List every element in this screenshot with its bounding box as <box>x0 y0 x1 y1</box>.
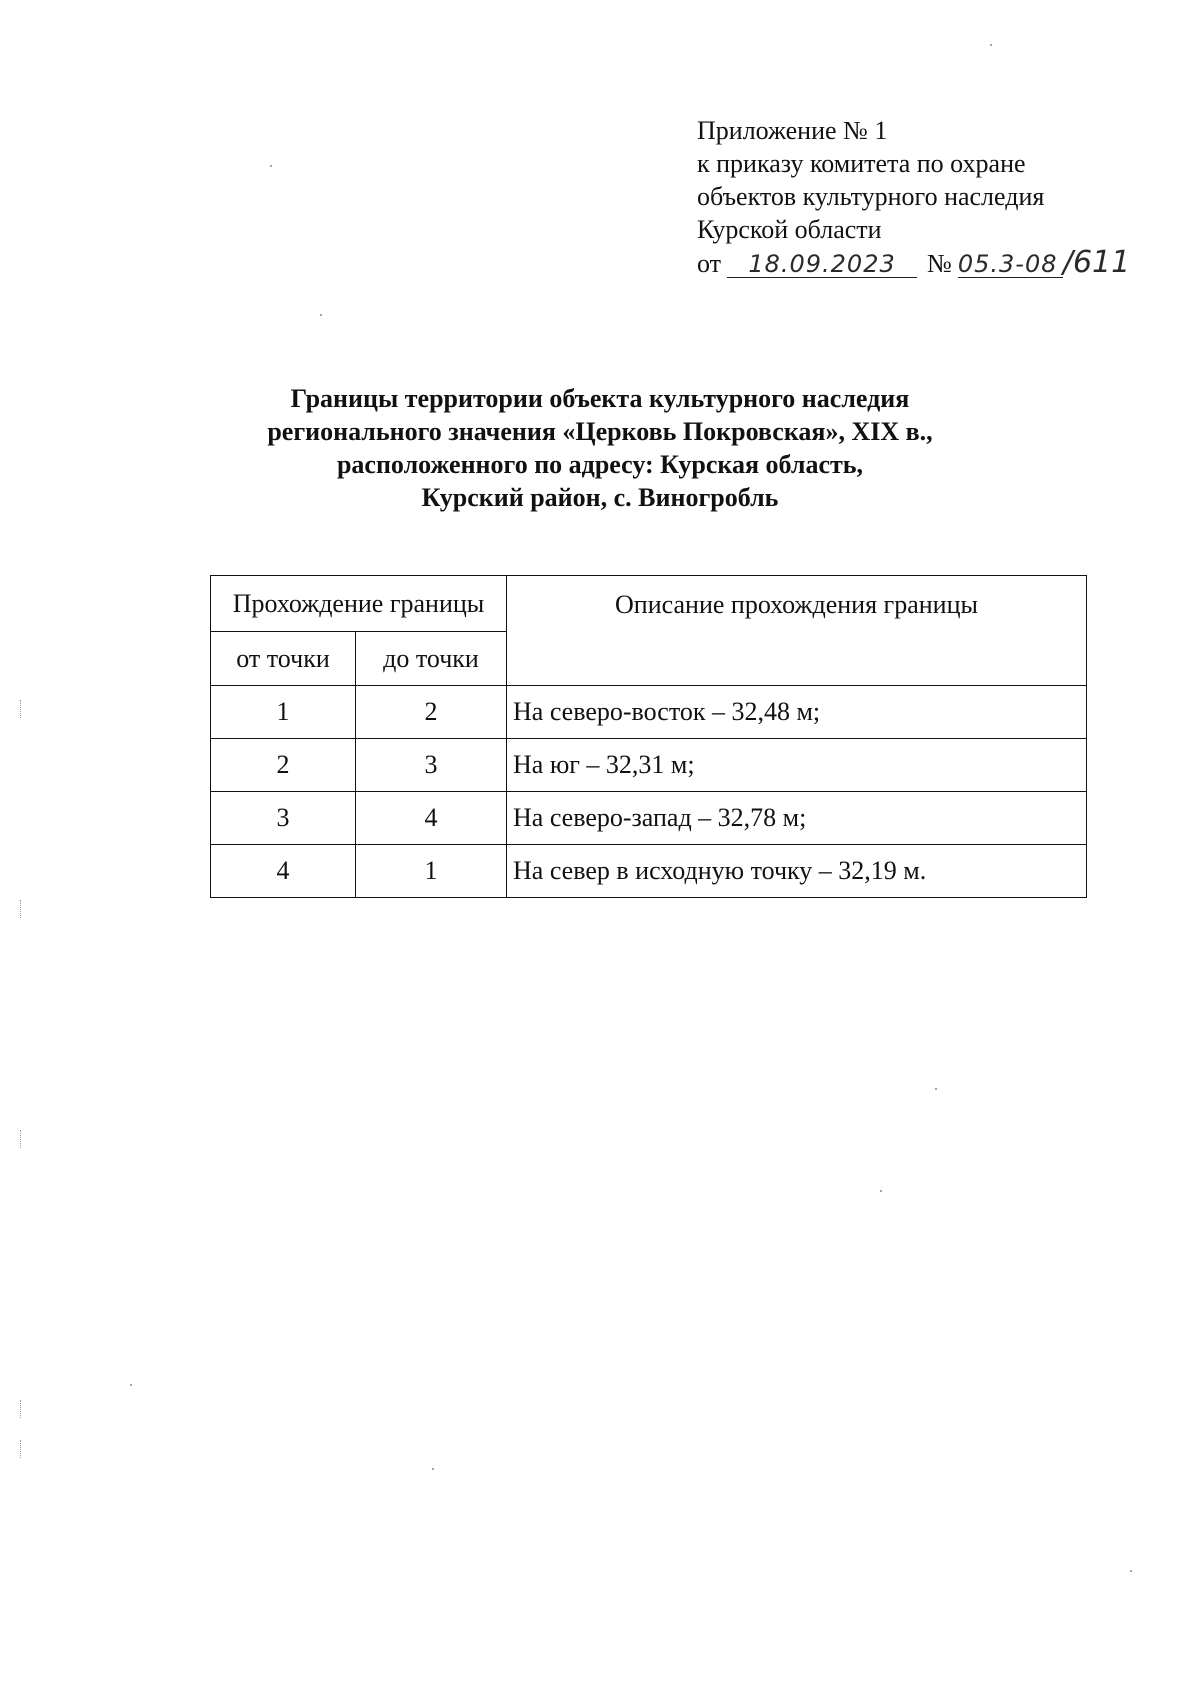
appendix-line-3: объектов культурного наследия <box>697 182 1045 211</box>
title-line-1: Границы территории объекта культурного наследия <box>290 384 910 413</box>
cell-to: 3 <box>356 739 507 792</box>
appendix-line-1: Приложение № 1 <box>697 116 888 145</box>
cell-to: 4 <box>356 792 507 845</box>
cell-description: На юг – 32,31 м; <box>507 739 1087 792</box>
appendix-order-line <box>697 246 1177 280</box>
date-prefix: от <box>697 249 722 278</box>
title-line-3: расположенного по адресу: Курская область, <box>336 450 864 479</box>
scan-speck <box>935 1088 937 1090</box>
scan-speck <box>990 44 992 46</box>
cell-description: На северо-запад – 32,78 м; <box>507 792 1087 845</box>
header-boundary-passage: Прохождение границы <box>211 576 507 632</box>
cell-to: 2 <box>356 686 507 739</box>
appendix-line-2: к приказу комитета по охране <box>697 149 1026 178</box>
scan-speck <box>130 1384 132 1386</box>
title-line-4: Курский район, с. Виногробль <box>421 483 779 512</box>
table-row <box>211 686 1087 739</box>
cell-from: 3 <box>211 792 356 845</box>
cell-description: На северо-восток – 32,48 м; <box>507 686 1087 739</box>
scan-speck <box>1130 1570 1132 1572</box>
cell-from: 1 <box>211 686 356 739</box>
header-from-point: от точки <box>211 632 356 686</box>
cell-description: На север в исходную точку – 32,19 м. <box>507 845 1087 898</box>
order-number: 05.3-08 <box>958 251 1063 278</box>
order-number-suffix: /611 <box>1062 245 1131 280</box>
appendix-line-4: Курской области <box>697 215 882 244</box>
scan-edge-mark <box>20 900 22 918</box>
order-date: 18.09.2023 <box>727 251 917 278</box>
table-row <box>211 739 1087 792</box>
number-label: № <box>927 249 952 278</box>
appendix-header <box>697 114 1177 280</box>
header-to-point: до точки <box>356 632 507 686</box>
scan-edge-mark <box>20 700 22 718</box>
document-title <box>150 382 1050 514</box>
table-row <box>211 792 1087 845</box>
title-line-2: регионального значения «Церковь Покровская», XIX в., <box>267 417 933 446</box>
scan-speck <box>880 1190 882 1192</box>
boundary-table <box>210 575 1087 898</box>
scan-speck <box>320 314 322 316</box>
table-row <box>211 845 1087 898</box>
scan-edge-mark <box>20 1440 22 1458</box>
scan-speck <box>270 165 272 167</box>
scan-edge-mark <box>20 1130 22 1148</box>
cell-to: 1 <box>356 845 507 898</box>
header-description: Описание прохождения границы <box>507 576 1087 686</box>
cell-from: 2 <box>211 739 356 792</box>
scan-speck <box>432 1468 434 1470</box>
scan-edge-mark <box>20 1400 22 1418</box>
cell-from: 4 <box>211 845 356 898</box>
